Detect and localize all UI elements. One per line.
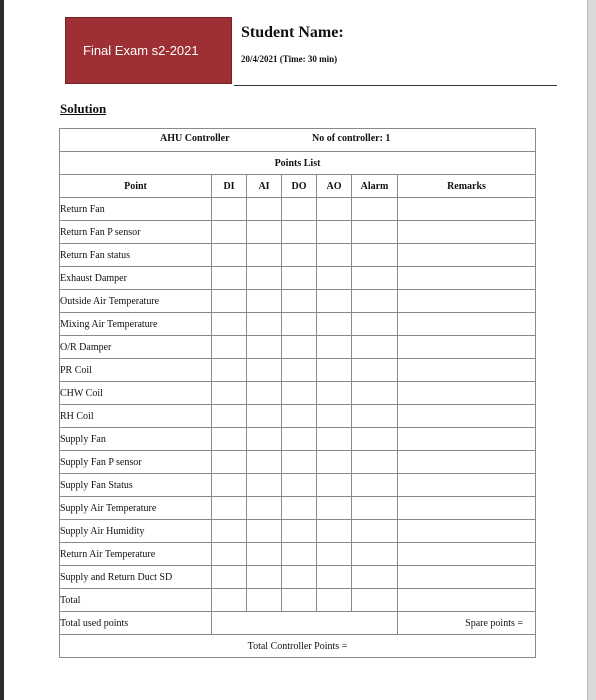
empty-cell-alarm[interactable] bbox=[352, 497, 398, 520]
column-header-point: Point bbox=[60, 175, 212, 198]
empty-cell-ao[interactable] bbox=[317, 543, 352, 566]
empty-cell-ao[interactable] bbox=[317, 566, 352, 589]
empty-cell-remarks[interactable] bbox=[398, 474, 536, 497]
table-row bbox=[60, 543, 536, 566]
empty-cell-ao[interactable] bbox=[317, 451, 352, 474]
empty-cell-alarm[interactable] bbox=[352, 382, 398, 405]
table-row bbox=[60, 267, 536, 290]
total-used-label: Total used points bbox=[60, 612, 212, 635]
point-name-cell: Mixing Air Temperature bbox=[60, 313, 212, 336]
empty-cell-do[interactable] bbox=[282, 336, 317, 359]
empty-cell-di[interactable] bbox=[212, 382, 247, 405]
empty-cell-ao[interactable] bbox=[317, 359, 352, 382]
empty-cell-ai[interactable] bbox=[247, 198, 282, 221]
point-name-cell: Supply Fan Status bbox=[60, 474, 212, 497]
empty-cell-remarks[interactable] bbox=[398, 451, 536, 474]
table-row bbox=[60, 359, 536, 382]
empty-cell-remarks[interactable] bbox=[398, 543, 536, 566]
empty-cell-ai[interactable] bbox=[247, 543, 282, 566]
empty-cell-ao[interactable] bbox=[317, 520, 352, 543]
empty-cell-alarm[interactable] bbox=[352, 267, 398, 290]
point-name-cell: Supply Fan P sensor bbox=[60, 451, 212, 474]
exam-banner bbox=[65, 17, 232, 84]
empty-cell-remarks[interactable] bbox=[398, 244, 536, 267]
empty-cell-di[interactable] bbox=[212, 336, 247, 359]
empty-cell-remarks[interactable] bbox=[398, 428, 536, 451]
point-name-cell: Exhaust Damper bbox=[60, 267, 212, 290]
empty-cell-remarks[interactable] bbox=[398, 405, 536, 428]
table-row bbox=[60, 382, 536, 405]
empty-cell-ao[interactable] bbox=[317, 382, 352, 405]
controller-title-row bbox=[60, 129, 536, 152]
empty-cell-di[interactable] bbox=[212, 244, 247, 267]
empty-cell-di[interactable] bbox=[212, 313, 247, 336]
empty-cell-do[interactable] bbox=[282, 497, 317, 520]
page-edge-left bbox=[0, 0, 4, 700]
controller-title: AHU Controller bbox=[160, 133, 230, 144]
empty-cell-ai[interactable] bbox=[247, 405, 282, 428]
column-header-row bbox=[60, 175, 536, 198]
empty-cell-ai[interactable] bbox=[247, 313, 282, 336]
point-name-cell: Total bbox=[60, 589, 212, 612]
empty-cell-di[interactable] bbox=[212, 267, 247, 290]
point-name-cell: Supply Air Humidity bbox=[60, 520, 212, 543]
empty-cell-do[interactable] bbox=[282, 221, 317, 244]
empty-cell-di[interactable] bbox=[212, 290, 247, 313]
empty-cell-do[interactable] bbox=[282, 359, 317, 382]
empty-cell-alarm[interactable] bbox=[352, 198, 398, 221]
empty-cell-alarm[interactable] bbox=[352, 589, 398, 612]
point-name-cell: Supply Air Temperature bbox=[60, 497, 212, 520]
empty-cell-alarm[interactable] bbox=[352, 359, 398, 382]
column-header-alarm: Alarm bbox=[352, 175, 398, 198]
empty-cell-di[interactable] bbox=[212, 198, 247, 221]
empty-cell-di[interactable] bbox=[212, 359, 247, 382]
empty-cell-alarm[interactable] bbox=[352, 244, 398, 267]
table-row bbox=[60, 221, 536, 244]
table-row bbox=[60, 244, 536, 267]
empty-cell-alarm[interactable] bbox=[352, 221, 398, 244]
empty-cell-do[interactable] bbox=[282, 313, 317, 336]
empty-cell-ao[interactable] bbox=[317, 313, 352, 336]
empty-cell-di[interactable] bbox=[212, 543, 247, 566]
empty-cell-do[interactable] bbox=[282, 267, 317, 290]
empty-cell-remarks[interactable] bbox=[398, 198, 536, 221]
empty-cell-alarm[interactable] bbox=[352, 428, 398, 451]
column-header-do: DO bbox=[282, 175, 317, 198]
empty-cell-alarm[interactable] bbox=[352, 543, 398, 566]
empty-cell-ao[interactable] bbox=[317, 405, 352, 428]
point-name-cell: Supply Fan bbox=[60, 428, 212, 451]
point-name-cell: Supply and Return Duct SD bbox=[60, 566, 212, 589]
empty-cell-ai[interactable] bbox=[247, 267, 282, 290]
empty-cell-remarks[interactable] bbox=[398, 313, 536, 336]
point-name-cell: PR Coil bbox=[60, 359, 212, 382]
empty-cell-alarm[interactable] bbox=[352, 474, 398, 497]
total-controller-label: Total Controller Points = bbox=[60, 635, 536, 658]
empty-cell-do[interactable] bbox=[282, 198, 317, 221]
empty-cell-alarm[interactable] bbox=[352, 520, 398, 543]
empty-cell-do[interactable] bbox=[282, 451, 317, 474]
table-row bbox=[60, 405, 536, 428]
empty-cell-ai[interactable] bbox=[247, 428, 282, 451]
empty-cell-do[interactable] bbox=[282, 290, 317, 313]
table-row bbox=[60, 198, 536, 221]
empty-cell-ai[interactable] bbox=[247, 382, 282, 405]
controller-title-cell bbox=[60, 129, 536, 152]
empty-cell-di[interactable] bbox=[212, 474, 247, 497]
empty-cell-remarks[interactable] bbox=[398, 290, 536, 313]
empty-cell-ao[interactable] bbox=[317, 198, 352, 221]
point-name-cell: Return Fan P sensor bbox=[60, 221, 212, 244]
empty-cell-di[interactable] bbox=[212, 451, 247, 474]
empty-cell-do[interactable] bbox=[282, 543, 317, 566]
empty-cell-ai[interactable] bbox=[247, 221, 282, 244]
table-row bbox=[60, 474, 536, 497]
empty-cell-remarks[interactable] bbox=[398, 589, 536, 612]
point-name-cell: CHW Coil bbox=[60, 382, 212, 405]
empty-cell-ao[interactable] bbox=[317, 428, 352, 451]
exam-date: 20/4/2021 (Time: 30 min) bbox=[241, 54, 338, 64]
empty-cell-ao[interactable] bbox=[317, 290, 352, 313]
table-row bbox=[60, 336, 536, 359]
empty-cell-ai[interactable] bbox=[247, 290, 282, 313]
table-row bbox=[60, 313, 536, 336]
controller-count: No of controller: 1 bbox=[312, 133, 391, 144]
empty-cell-remarks[interactable] bbox=[398, 336, 536, 359]
empty-cell-ao[interactable] bbox=[317, 267, 352, 290]
table-row bbox=[60, 566, 536, 589]
empty-cell-di[interactable] bbox=[212, 520, 247, 543]
empty-cell-di[interactable] bbox=[212, 221, 247, 244]
empty-cell-alarm[interactable] bbox=[352, 405, 398, 428]
empty-cell-remarks[interactable] bbox=[398, 359, 536, 382]
empty-cell-remarks[interactable] bbox=[398, 382, 536, 405]
total-controller-row bbox=[60, 635, 536, 658]
student-name-label: Student Name: bbox=[241, 24, 344, 41]
empty-cell-ai[interactable] bbox=[247, 359, 282, 382]
empty-cell-do[interactable] bbox=[282, 382, 317, 405]
empty-cell-di[interactable] bbox=[212, 497, 247, 520]
spare-points-label: Spare points = bbox=[398, 612, 536, 635]
point-name-cell: Return Air Temperature bbox=[60, 543, 212, 566]
empty-cell-alarm[interactable] bbox=[352, 566, 398, 589]
point-name-cell: Return Fan bbox=[60, 198, 212, 221]
empty-cell-ai[interactable] bbox=[247, 589, 282, 612]
empty-cell-ai[interactable] bbox=[247, 474, 282, 497]
table-row bbox=[60, 428, 536, 451]
empty-cell-ai[interactable] bbox=[247, 497, 282, 520]
table-row bbox=[60, 497, 536, 520]
solution-heading: Solution bbox=[60, 101, 107, 116]
empty-cell-alarm[interactable] bbox=[352, 451, 398, 474]
points-list-title-row bbox=[60, 152, 536, 175]
empty-cell-remarks[interactable] bbox=[398, 566, 536, 589]
empty-cell-remarks[interactable] bbox=[398, 520, 536, 543]
empty-cell-remarks[interactable] bbox=[398, 221, 536, 244]
empty-cell-alarm[interactable] bbox=[352, 290, 398, 313]
empty-cell-do[interactable] bbox=[282, 405, 317, 428]
table-row bbox=[60, 290, 536, 313]
empty-cell-ao[interactable] bbox=[317, 497, 352, 520]
table-row bbox=[60, 589, 536, 612]
point-name-cell: Outside Air Temperature bbox=[60, 290, 212, 313]
point-name-cell: Return Fan status bbox=[60, 244, 212, 267]
empty-cell-ao[interactable] bbox=[317, 589, 352, 612]
empty-cell-alarm[interactable] bbox=[352, 313, 398, 336]
column-header-ao: AO bbox=[317, 175, 352, 198]
empty-cell-ai[interactable] bbox=[247, 244, 282, 267]
exam-banner-text: Final Exam s2-2021 bbox=[83, 43, 199, 58]
column-header-remarks: Remarks bbox=[398, 175, 536, 198]
points-list-table bbox=[59, 128, 536, 658]
empty-cell-ai[interactable] bbox=[247, 566, 282, 589]
total-used-row bbox=[60, 612, 536, 635]
empty-cell-di[interactable] bbox=[212, 428, 247, 451]
column-header-di: DI bbox=[212, 175, 247, 198]
empty-cell-do[interactable] bbox=[282, 520, 317, 543]
empty-cell-remarks[interactable] bbox=[398, 267, 536, 290]
empty-cell-ai[interactable] bbox=[247, 336, 282, 359]
empty-cell-do[interactable] bbox=[282, 428, 317, 451]
empty-cell-do[interactable] bbox=[282, 244, 317, 267]
empty-cell-remarks[interactable] bbox=[398, 497, 536, 520]
empty-cell-ao[interactable] bbox=[317, 336, 352, 359]
empty-cell-do[interactable] bbox=[282, 474, 317, 497]
table-row bbox=[60, 520, 536, 543]
column-header-ai: AI bbox=[247, 175, 282, 198]
empty-cell-alarm[interactable] bbox=[352, 336, 398, 359]
points-list-title: Points List bbox=[60, 152, 536, 175]
empty-cell-di[interactable] bbox=[212, 589, 247, 612]
empty-cell-ai[interactable] bbox=[247, 451, 282, 474]
table-row bbox=[60, 451, 536, 474]
total-used-value-cell[interactable] bbox=[212, 612, 398, 635]
empty-cell-ao[interactable] bbox=[317, 474, 352, 497]
point-name-cell: RH Coil bbox=[60, 405, 212, 428]
header-rule bbox=[234, 85, 557, 86]
empty-cell-ai[interactable] bbox=[247, 520, 282, 543]
empty-cell-do[interactable] bbox=[282, 566, 317, 589]
empty-cell-ao[interactable] bbox=[317, 244, 352, 267]
empty-cell-di[interactable] bbox=[212, 566, 247, 589]
page-edge-right bbox=[587, 0, 596, 700]
empty-cell-di[interactable] bbox=[212, 405, 247, 428]
empty-cell-ao[interactable] bbox=[317, 221, 352, 244]
point-name-cell: O/R Damper bbox=[60, 336, 212, 359]
empty-cell-do[interactable] bbox=[282, 589, 317, 612]
